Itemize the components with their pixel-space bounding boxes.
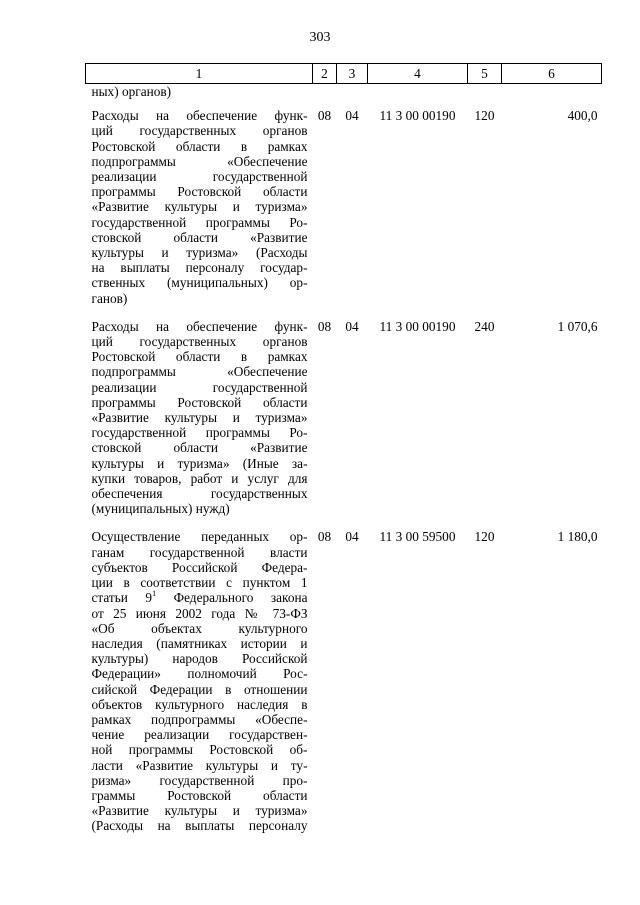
column-header-amount: 6 <box>502 64 602 84</box>
row-name-line: граммы Ростовской области <box>91 787 308 803</box>
row-name-line: реализации государственной <box>91 379 308 395</box>
row-section: 08 <box>317 529 332 545</box>
row-name-line: ризма» государственной про- <box>91 772 308 788</box>
row-subsection: 04 <box>345 108 359 124</box>
row-name-line: чение реализации государствен- <box>91 727 308 743</box>
row-name-cell <box>86 520 313 837</box>
row-name-line: (Расходы на выплаты персоналу <box>91 818 308 834</box>
table-row <box>86 84 602 100</box>
row-name-line: ных) органов) <box>91 84 172 99</box>
row-name-line: ственных (муниципальных) ор- <box>91 275 308 291</box>
row-target-article <box>368 84 468 100</box>
column-header-name: 1 <box>86 64 313 84</box>
row-name-line: программы Ростовской области <box>91 394 308 410</box>
row-name-line: культуры и туризма» (Иные за- <box>91 455 308 471</box>
row-target-article: 11 3 00 00190 <box>379 108 456 124</box>
table-header-row <box>86 64 602 84</box>
row-name-cell <box>86 99 313 310</box>
budget-table <box>85 63 602 838</box>
article-superscript: 1 <box>152 589 157 599</box>
row-name-line: подпрограммы «Обеспечение <box>91 153 308 169</box>
row-name-line: программы Ростовской области <box>91 184 308 200</box>
table-row <box>86 99 602 310</box>
row-name-line: ций государственных органов <box>91 123 308 139</box>
row-name-line: подпрограммы «Обеспечение <box>91 364 308 380</box>
row-name-line: ганов) <box>91 290 128 306</box>
row-amount: 1 180,0 <box>557 529 598 545</box>
row-name-line: ции в соответствии с пунктом 1 <box>91 575 308 591</box>
row-name-line: Осуществление переданных ор- <box>91 529 308 545</box>
row-name-line: «Развитие культуры и туризма» <box>91 410 308 426</box>
row-subsection <box>337 84 368 100</box>
table-row <box>86 310 602 521</box>
row-name-line: объектов культурного наследия в <box>91 696 308 712</box>
row-name-line: стовской области «Развитие <box>91 229 308 245</box>
row-name-line: ласти «Развитие культуры и ту- <box>91 757 308 773</box>
row-name-line: культуры) народов Российской <box>91 651 308 667</box>
row-section <box>313 84 337 100</box>
row-amount: 400,0 <box>567 108 598 124</box>
row-name-line: государственной программы Ро- <box>91 214 308 230</box>
row-name-cell <box>86 84 313 100</box>
row-amount <box>502 84 602 100</box>
row-name-line-with-superscript <box>92 590 308 605</box>
row-amount: 1 070,6 <box>557 318 598 334</box>
row-name-line: Ростовской области в рамках <box>91 138 308 154</box>
table-row <box>86 520 602 837</box>
row-name-line-text: Федерального закона <box>156 590 308 606</box>
row-name-line: субъектов Российской Федера- <box>91 559 308 575</box>
row-expense-type <box>468 84 502 100</box>
row-name-line: сийской Федерации в отношении <box>91 681 308 697</box>
column-header-subsection: 3 <box>337 64 368 84</box>
row-name-line: государственной программы Ро- <box>91 425 308 441</box>
row-name-line: «Развитие культуры и туризма» <box>91 199 308 215</box>
row-name-line: ций государственных органов <box>91 334 308 350</box>
row-name-line: культуры и туризма» (Расходы <box>91 245 308 261</box>
row-name-line-text: статьи 9 <box>91 590 153 606</box>
row-name-line: (муниципальных) нужд) <box>91 501 230 517</box>
page-number: 303 <box>309 30 331 45</box>
row-subsection: 04 <box>345 318 359 334</box>
row-name-line: ной программы Ростовской об- <box>91 742 308 758</box>
row-target-article: 11 3 00 59500 <box>379 529 456 545</box>
row-name-line: Ростовской области в рамках <box>91 349 308 365</box>
row-target-article: 11 3 00 00190 <box>379 318 456 334</box>
row-name-line: на выплаты персоналу государ- <box>91 260 308 276</box>
row-name-line: реализации государственной <box>91 169 308 185</box>
row-name-line: рамках подпрограммы «Обеспе- <box>91 711 308 727</box>
row-expense-type: 240 <box>474 318 495 334</box>
row-name-cell <box>86 310 313 521</box>
row-name-line: «Развитие культуры и туризма» <box>91 803 308 819</box>
column-header-section: 2 <box>313 64 337 84</box>
row-expense-type: 120 <box>474 529 495 545</box>
row-name-line: купки товаров, работ и услуг для <box>91 470 308 486</box>
row-name-line: Федерации» полномочий Рос- <box>91 666 308 682</box>
row-name-line: наследия (памятниках истории и <box>91 635 308 651</box>
row-subsection: 04 <box>345 529 359 545</box>
column-header-target-article: 4 <box>368 64 468 84</box>
row-name-line: от 25 июня 2002 года № 73-ФЗ <box>91 605 308 621</box>
row-name-line: Расходы на обеспечение функ- <box>91 318 308 334</box>
row-name-line: стовской области «Развитие <box>91 440 308 456</box>
row-section: 08 <box>317 108 332 124</box>
row-name-line: «Об объектах культурного <box>91 620 308 636</box>
row-section: 08 <box>317 318 332 334</box>
row-name-line: обеспечения государственных <box>91 486 308 502</box>
row-name-line: Расходы на обеспечение функ- <box>91 108 308 124</box>
column-header-expense-type: 5 <box>468 64 502 84</box>
row-name-line: ганам государственной власти <box>91 544 308 560</box>
row-expense-type: 120 <box>474 108 495 124</box>
